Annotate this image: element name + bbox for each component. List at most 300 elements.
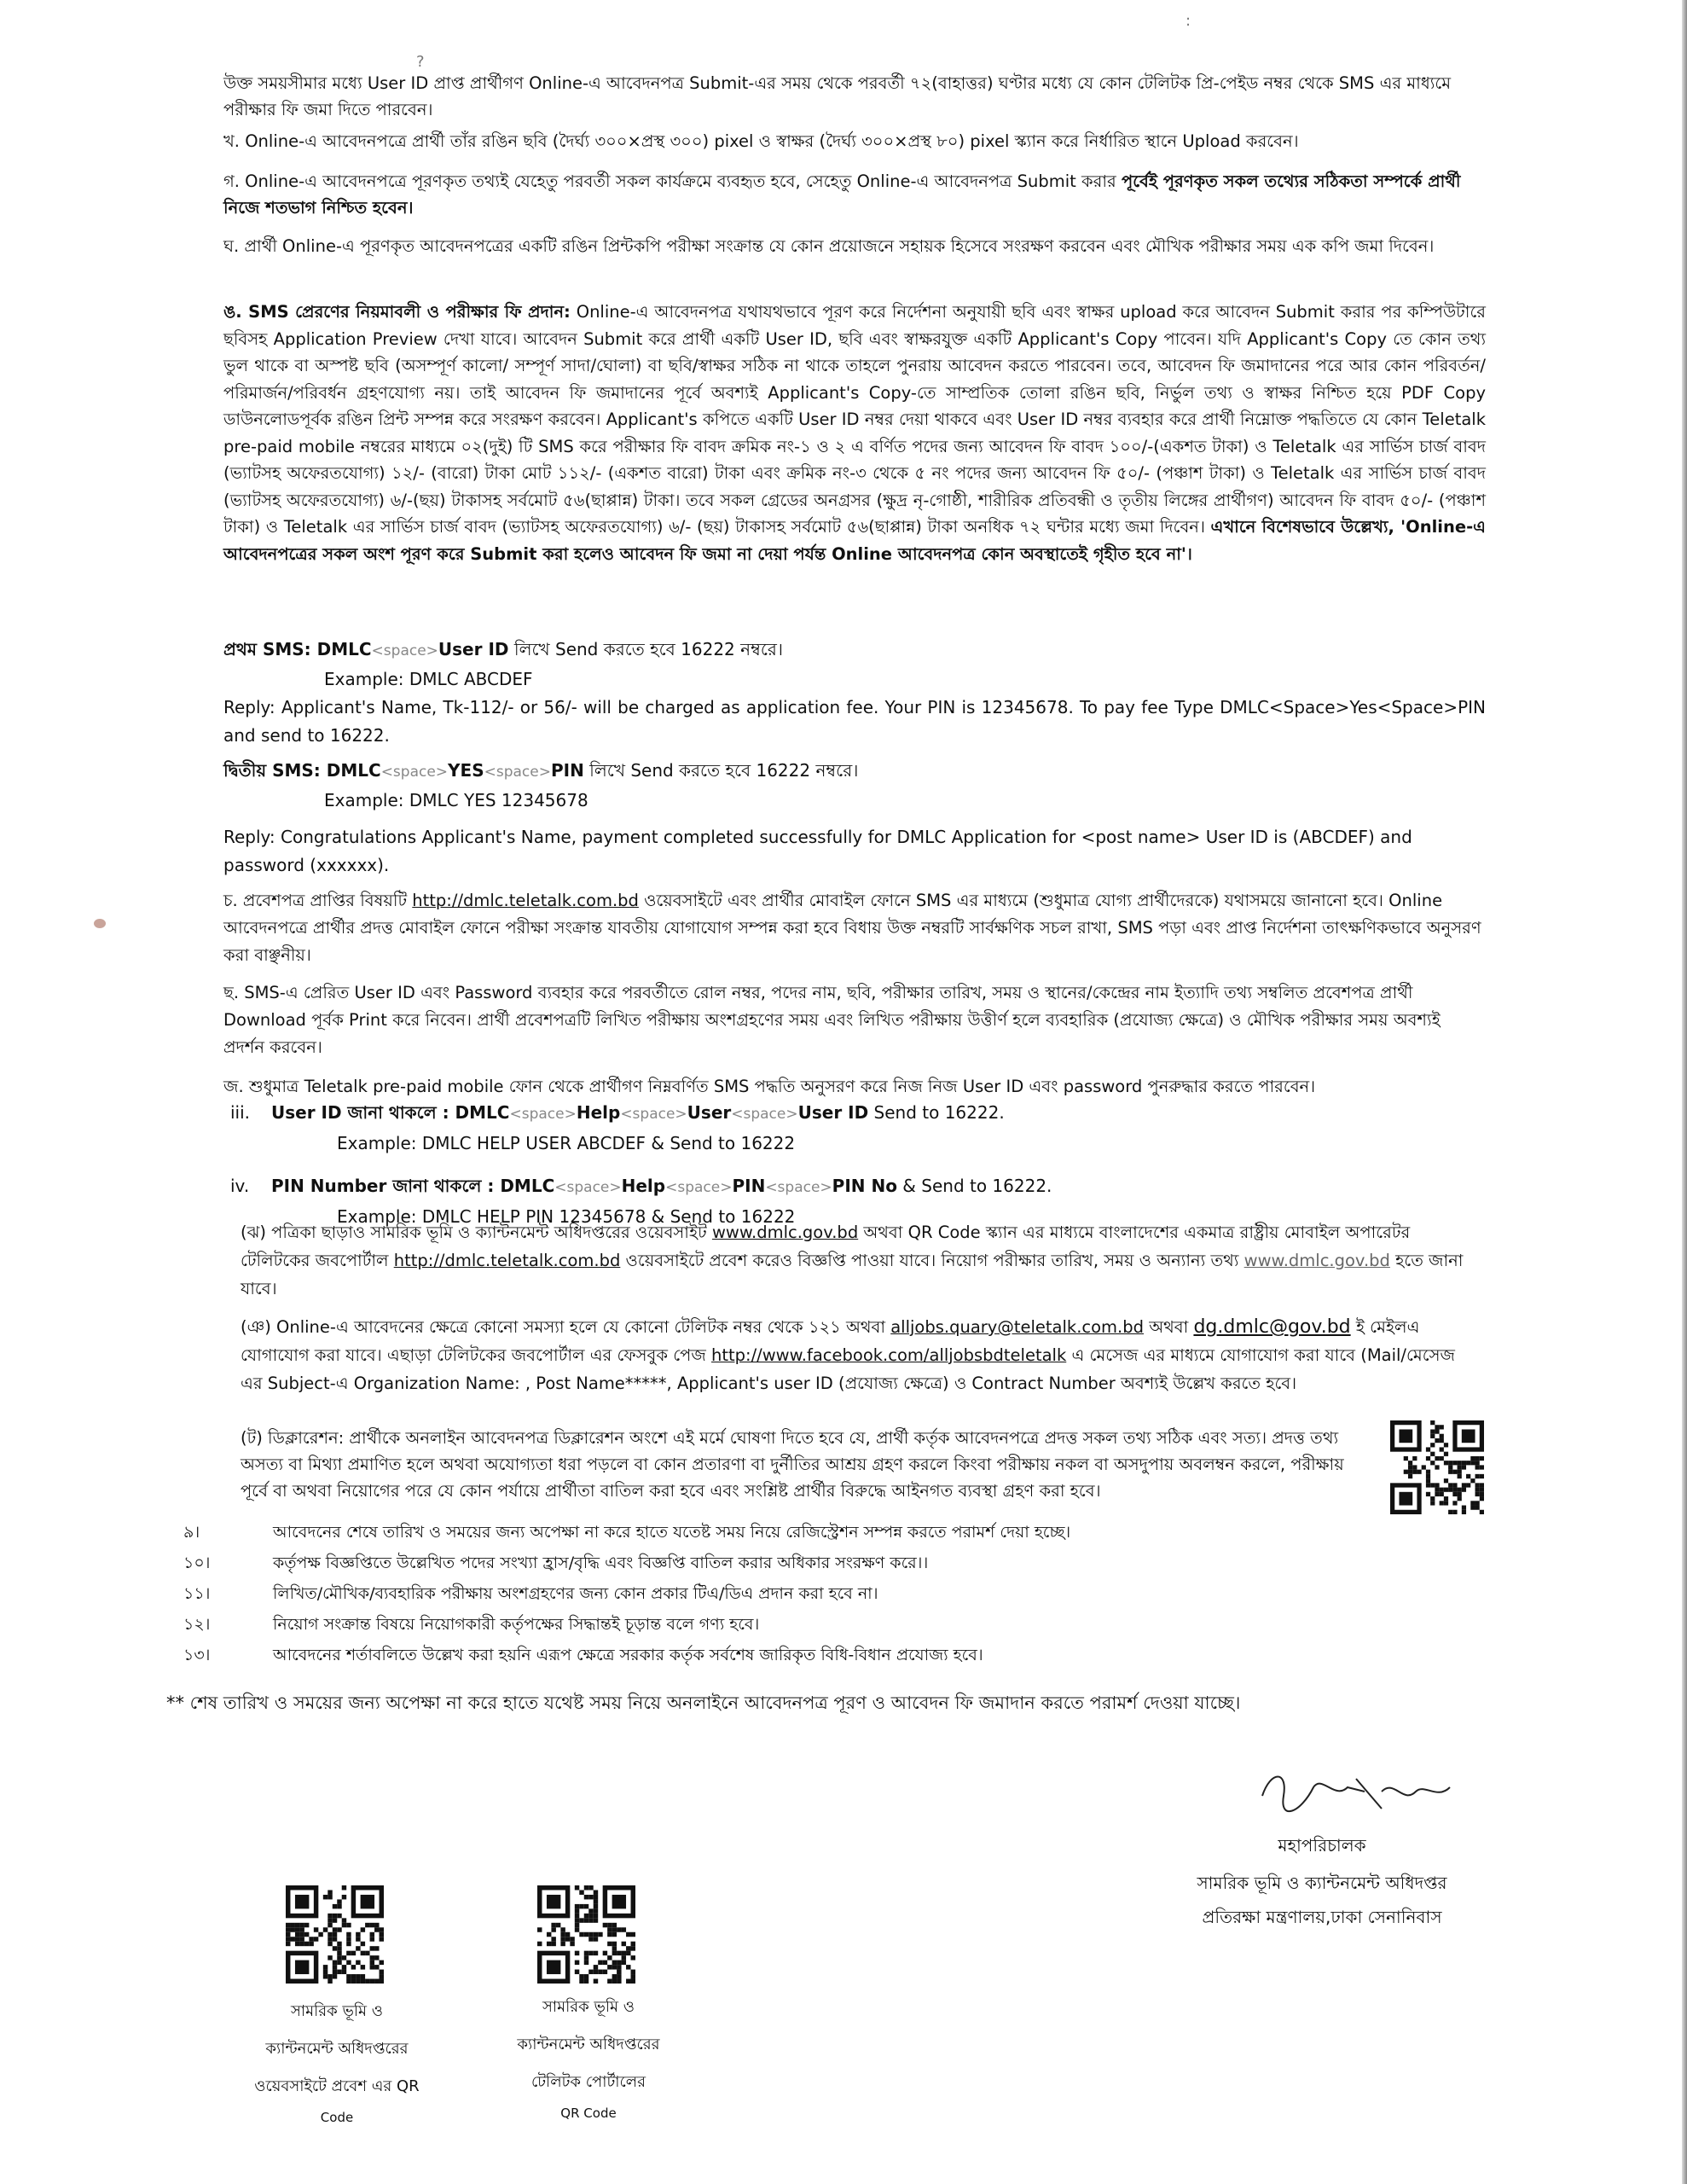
qr-module (361, 1942, 365, 1946)
item-nya-mid: অথবা (1144, 1317, 1194, 1337)
qr-module (328, 1932, 332, 1937)
recovery-iv (230, 1171, 1493, 1202)
qr-module (1435, 1456, 1439, 1461)
qr-module (299, 1942, 304, 1946)
qr-module (1458, 1465, 1462, 1469)
qr-module (594, 1965, 598, 1969)
qr-module (607, 1955, 612, 1960)
item-jha-tail: হতে জানা যাবে। (241, 1251, 1464, 1298)
qr-module (1475, 1456, 1480, 1461)
qr-module (328, 1923, 332, 1927)
qr-module (328, 1974, 332, 1978)
qr-module (594, 1918, 598, 1922)
qr-module (342, 1965, 346, 1969)
qr-module (551, 1923, 555, 1927)
qr-module (299, 1932, 304, 1937)
qr-module (351, 1974, 356, 1978)
sms1-label: প্রথম SMS: DMLC (223, 639, 372, 659)
qr-module (351, 1979, 356, 1984)
qr-module (1480, 1492, 1484, 1496)
facebook-link[interactable]: http://www.facebook.com/alljobsbdteletalk (711, 1345, 1067, 1365)
qr-module (1417, 1470, 1421, 1474)
qr-module (328, 1918, 332, 1922)
qr-module (612, 1965, 617, 1969)
qr-module (1458, 1496, 1462, 1501)
qr-module (1408, 1474, 1412, 1478)
qr-module (575, 1904, 579, 1908)
list-number: ৯। (183, 1523, 200, 1542)
dg-email-link[interactable]: dg.dmlc@gov.bd (1193, 1316, 1351, 1338)
qr-module (1430, 1501, 1435, 1505)
qr-module (370, 1979, 374, 1984)
qr-module (617, 1979, 621, 1984)
qr-module (337, 1951, 341, 1955)
qr-module (607, 1965, 612, 1969)
sms2-space: <space> (380, 764, 449, 781)
qr-module (380, 1974, 384, 1978)
qr-module (361, 1927, 365, 1931)
qr-module (361, 1979, 365, 1984)
qr-module (1458, 1488, 1462, 1492)
qr-module (1444, 1443, 1448, 1447)
item-ja: জ. শুধুমাত্র Teletalk pre-paid mobile ফোন থেকে প্রার্থীগণ নিম্নবর্ণিত SMS পদ্ধতি অনুসরণ করে নিজ নিজ User ID এবং password পুনরুদ্ধার করতে পারবেন। (223, 1077, 1316, 1096)
qr-module (1430, 1452, 1435, 1456)
qr-module (612, 1974, 617, 1978)
item-umo-bold: এখানে বিশেষভাবে উল্লেখ্য, 'Online-এ আবেদনপত্রের সকল অংশ পূরণ করে Submit করা হলেও আবেদন ফি জমা না দেয়া পর্যন্ত Online আবেদনপত্র কোন অবস্থাতেই গৃহীত হবে না'। (223, 517, 1486, 564)
stray-mark: ? (416, 53, 425, 71)
qr-module (365, 1923, 369, 1927)
item-nya-prefix: (ঞ) Online-এ আবেদনের ক্ষেত্রে কোনো সমস্যা হলে যে কোনো টেলিটক নম্বর থেকে ১২১ অথবা (241, 1317, 891, 1337)
qr-module (337, 1960, 341, 1965)
qr-module (1440, 1425, 1444, 1429)
qr-module (1440, 1434, 1444, 1438)
qr-module (607, 1932, 612, 1937)
qr-module (1430, 1443, 1435, 1447)
qr-module (365, 1979, 369, 1984)
qr-module (1452, 1492, 1457, 1496)
qr-module (1440, 1501, 1444, 1505)
qr-module (328, 1955, 332, 1960)
item-jha-prefix: (ঝ) পত্রিকা ছাড়াও সামরিক ভূমি ও ক্যান্টনমেন্ট অধিদপ্তরের ওয়েবসাইট (241, 1223, 712, 1242)
qr-caption-line: সামরিক ভূমি ও (291, 2002, 383, 2020)
qr-module (1475, 1506, 1480, 1510)
item-cha (223, 887, 1486, 969)
qr-module (626, 1946, 630, 1950)
qr-module (598, 1932, 602, 1937)
qr-module (1466, 1483, 1470, 1487)
qr-module (370, 1923, 374, 1927)
qr-module (612, 1960, 617, 1965)
list-item (183, 1640, 1463, 1670)
qr-module (1430, 1483, 1435, 1487)
qr-module (346, 1960, 351, 1965)
qr-module (374, 1979, 379, 1984)
qr-module (1458, 1474, 1462, 1478)
qr-module (333, 1937, 337, 1941)
qr-module (1475, 1492, 1480, 1496)
qr-module (1475, 1488, 1480, 1492)
list-number: ১১। (183, 1584, 211, 1603)
qr-module (1448, 1488, 1452, 1492)
qr-module (337, 1942, 341, 1946)
qr-module (631, 1955, 635, 1960)
qr-caption-website (213, 1996, 461, 2133)
qr-module (1448, 1461, 1452, 1465)
qr-module (374, 1923, 379, 1927)
qr-module (337, 1955, 341, 1960)
iv-space: <space> (765, 1179, 832, 1196)
qr-module (333, 1918, 337, 1922)
qr-module (1444, 1488, 1448, 1492)
qr-module (1452, 1470, 1457, 1474)
qr-module (299, 1923, 304, 1927)
signature-block (1143, 1770, 1501, 1932)
recovery-iii (230, 1098, 1493, 1129)
qr-module (286, 1927, 290, 1931)
list-item (183, 1609, 1463, 1640)
qr-module (1430, 1496, 1435, 1501)
qr-finder (1462, 1429, 1475, 1443)
qr-module (617, 1970, 621, 1974)
qr-module (631, 1932, 635, 1937)
iv-space: <space> (554, 1179, 622, 1196)
qr-module (579, 1904, 583, 1908)
qr-module (547, 1942, 551, 1946)
qr-module (1448, 1483, 1452, 1487)
qr-module (333, 1904, 337, 1908)
qr-module (1426, 1456, 1430, 1461)
qr-module (1444, 1501, 1448, 1505)
stray-mark: : (1186, 12, 1191, 30)
qr-module (617, 1951, 621, 1955)
list-text: আবেদনের শেষে তারিখ ও সময়ের জন্য অপেক্ষা না করে হাতে যতেষ্ট সময় নিয়ে রেজিস্ট্রেশন সম্পন্ন করতে পরামর্শ দেয়া হচ্ছে। (273, 1523, 1071, 1542)
qr-module (594, 1895, 598, 1899)
qr-module (1452, 1510, 1457, 1514)
sms2-space: <space> (484, 764, 551, 781)
qr-module (1426, 1483, 1430, 1487)
qr-module (1404, 1456, 1408, 1461)
qr-module (290, 1923, 294, 1927)
qr-module (333, 1965, 337, 1969)
qr-module (1408, 1465, 1412, 1469)
qr-module (290, 1937, 294, 1941)
qr-caption-portal (465, 1992, 712, 2129)
qr-module (631, 1970, 635, 1974)
qr-module (607, 1923, 612, 1927)
qr-module (295, 1937, 299, 1941)
qr-module (342, 1918, 346, 1922)
qr-module (631, 1974, 635, 1978)
qr-finder (547, 1895, 560, 1908)
sms1-userid: User ID (438, 639, 509, 659)
recovery-section (230, 1098, 1493, 1231)
qr-module (1435, 1429, 1439, 1433)
iv-space: <space> (665, 1179, 733, 1196)
qr-module (631, 1946, 635, 1950)
qr-module (579, 1918, 583, 1922)
qr-module (323, 1970, 328, 1974)
qr-module (575, 1970, 579, 1974)
qr-module (1408, 1470, 1412, 1474)
teletalk-link[interactable]: http://dmlc.teletalk.com.bd (412, 891, 639, 910)
qr-module (622, 1942, 626, 1946)
iv-label: PIN Number জানা থাকলে : DMLC (271, 1176, 555, 1196)
qr-module (588, 1970, 593, 1974)
qr-module (594, 1937, 598, 1941)
qr-module (361, 1951, 365, 1955)
qr-module (346, 1923, 351, 1927)
qr-caption-line: ক্যান্টনমেন্ট অধিদপ্তরের (265, 2040, 409, 2058)
qr-module (594, 1951, 598, 1955)
qr-module (1452, 1483, 1457, 1487)
qr-module (603, 1960, 607, 1965)
qr-module (626, 1932, 630, 1937)
qr-module (346, 1979, 351, 1984)
qr-caption-line: টেলিটক পোর্টালের (530, 2073, 646, 2091)
qr-module (299, 1937, 304, 1941)
iv-pinno: PIN No (832, 1176, 897, 1196)
qr-module (351, 1965, 356, 1969)
qr-module (1458, 1470, 1462, 1474)
qr-module (575, 1960, 579, 1965)
qr-module (370, 1932, 374, 1937)
dmlc-website-link-2[interactable]: www.dmlc.gov.bd (1244, 1251, 1390, 1270)
qr-finder (1399, 1492, 1412, 1506)
item-kha: খ. Online-এ আবেদনপত্রে প্রার্থী তাঁর রঙিন ছবি (দৈর্ঘ্য ৩০০×প্রস্থ ৩০০) pixel ও স্বাক্ষর (দৈর্ঘ্য ৩০০×প্রস্থ ৮০) pixel স্ক্যান করে নির্ধারিত স্থানে Upload করবেন। (223, 131, 1299, 151)
qr-module (584, 1960, 588, 1965)
qr-module (1412, 1465, 1417, 1469)
qr-module (622, 1960, 626, 1965)
qr-module (370, 1960, 374, 1965)
qr-module (631, 1979, 635, 1984)
qr-module (570, 1942, 574, 1946)
teletalk-portal-link[interactable]: http://dmlc.teletalk.com.bd (393, 1251, 621, 1270)
qr-module (346, 1932, 351, 1937)
qr-module (380, 1937, 384, 1941)
qr-module (1430, 1429, 1435, 1433)
sms1-line (223, 636, 1486, 665)
iv-num: iv. (230, 1176, 250, 1196)
qr-module (1426, 1478, 1430, 1483)
qr-module (346, 1942, 351, 1946)
qr-module (588, 1918, 593, 1922)
qr-module (333, 1914, 337, 1918)
qr-module (565, 1932, 570, 1937)
iv-pin: PIN (732, 1176, 766, 1196)
qr-module (612, 1932, 617, 1937)
qr-module (295, 1927, 299, 1931)
sms2-label: দ্বিতীয় SMS: DMLC (223, 760, 381, 781)
sms2-line (223, 757, 1486, 787)
qr-module (1475, 1465, 1480, 1469)
qr-module (1440, 1447, 1444, 1451)
qr-module (328, 1914, 332, 1918)
signatory-org: সামরিক ভূমি ও ক্যান্টনমেন্ট অধিদপ্তর (1197, 1873, 1447, 1893)
item-ta-text: (ট) ডিক্লারেশন: প্রার্থীকে অনলাইন আবেদনপত্র ডিক্লারেশন অংশে এই মর্মে ঘোষণা দিতে হবে যে, প্রার্থী কর্তৃক আবেদনপত্রে প্রদত্ত সকল তথ্য সঠিক এবং সত্য। প্রদত্ত তথ্য অসত্য বা মিথ্যা প্রমাণিত হলে অথবা অযোগ্যতা ধরা পড়লে বা কোন প্রতারণা বা দুর্নীতির আশ্রয় গ্রহণ করলে কিংবা পরীক্ষায় নকল বা অসদুপায় অবলম্বন করলে, পরীক্ষায় পূর্বে বা অথবা নিয়োগের পরে যে কোন পর্যায়ে প্রার্থীতা বাতিল করা হবে এবং সংশ্লিষ্ট প্রার্থীর বিরুদ্ধে আইনগত ব্যবস্থা গ্রহণ করা হবে। (241, 1428, 1344, 1501)
iii-space: <space> (731, 1106, 798, 1123)
qr-module (1448, 1510, 1452, 1514)
qr-module (314, 1937, 318, 1941)
item-cha-text: ওয়েবসাইটে এবং প্রার্থীর মোবাইল ফোনে SMS এর মাধ্যমে (শুধুমাত্র যোগ্য প্রার্থীদেরকে) যথাসময়ে জানানো হবে। Online আবেদনপত্রে প্রার্থীর প্রদত্ত মোবাইল ফোনে পরীক্ষা সংক্রান্ত যাবতীয় যোগাযোগ সম্পন্ন করা হবে বিধায় উক্ত নম্বরটি সার্বক্ষণিক সচল রাখা, SMS পড়া এবং প্রাপ্ত নির্দেশনা তাৎক্ষণিকভাবে অনুসরণ করা বাঞ্ছনীয়। (223, 891, 1481, 965)
qr-module (584, 1895, 588, 1899)
qr-module (304, 1932, 309, 1937)
qr-module (565, 1937, 570, 1941)
qr-module (323, 1895, 328, 1899)
qr-module (1475, 1483, 1480, 1487)
qr-module (607, 1942, 612, 1946)
scan-edge (1682, 0, 1687, 2184)
qr-module (1444, 1452, 1448, 1456)
qr-pattern (537, 1885, 635, 1984)
item-umo (223, 299, 1486, 567)
qr-module (1444, 1461, 1448, 1465)
iv-example: Example: DMLC HELP PIN 12345678 & Send to 16222 (337, 1206, 796, 1227)
qr-module (1470, 1478, 1475, 1483)
qr-module (1440, 1438, 1444, 1443)
qr-module (1462, 1488, 1466, 1492)
qr-module (374, 1965, 379, 1969)
qr-module (337, 1927, 341, 1931)
sms2-yes: YES (448, 760, 484, 781)
qr-module (1435, 1488, 1439, 1492)
qr-module (1444, 1496, 1448, 1501)
item-nya (241, 1313, 1469, 1397)
intro-paragraph: উক্ত সময়সীমার মধ্যে User ID প্রাপ্ত প্রার্থীগণ Online-এ আবেদনপত্র Submit-এর সময় থেকে পরবর্তী ৭২(বাহাত্তর) ঘণ্টার মধ্যে যে কোন টেলিটক প্রি-পেইড নম্বর থেকে SMS এর মাধ্যমে পরীক্ষার ফি জমা দিতে পারবেন। (223, 73, 1452, 119)
qr-module (594, 1890, 598, 1894)
qr-module (617, 1974, 621, 1978)
item-ga (223, 168, 1486, 221)
qr-finder (612, 1895, 626, 1908)
list-text: নিয়োগ সংক্রান্ত বিষয়ে নিয়োগকারী কর্তৃপক্ষের সিদ্ধান্তই চূড়ান্ত বলে গণ্য হবে। (273, 1615, 760, 1634)
qr-module (1462, 1483, 1466, 1487)
item-ga-text: গ. Online-এ আবেদনপত্রে পূরণকৃত তথ্যই যেহেতু পরবর্তী সকল কার্যক্রমে ব্যবহৃত হবে, সেহেতু Online-এ আবেদনপত্র Submit করার (223, 171, 1122, 191)
qr-module (626, 1965, 630, 1969)
qr-module (1412, 1470, 1417, 1474)
qr-module (351, 1951, 356, 1955)
qr-module (1475, 1474, 1480, 1478)
qr-module (1480, 1456, 1484, 1461)
dmlc-website-link[interactable]: www.dmlc.gov.bd (711, 1223, 859, 1242)
qr-module (370, 1937, 374, 1941)
qr-module (323, 1974, 328, 1978)
sms2-pin: PIN (550, 760, 584, 781)
qr-module (1462, 1506, 1466, 1510)
qr-caption-line: Code (320, 2110, 354, 2125)
qr-module (612, 1927, 617, 1931)
qr-module (607, 1927, 612, 1931)
sms1-example: Example: DMLC ABCDEF (324, 669, 533, 689)
qr-module (1430, 1434, 1435, 1438)
qr-module (1480, 1510, 1484, 1514)
qr-module (380, 1979, 384, 1984)
qr-module (337, 1970, 341, 1974)
alljobs-email-link[interactable]: alljobs.quary@teletalk.com.bd (890, 1317, 1145, 1337)
iii-space: <space> (509, 1106, 577, 1123)
qr-pattern (286, 1885, 384, 1984)
iii-userid: User ID (797, 1102, 869, 1123)
qr-module (626, 1979, 630, 1984)
qr-module (598, 1970, 602, 1974)
qr-module (1480, 1496, 1484, 1501)
qr-module (560, 1927, 565, 1931)
qr-module (333, 1970, 337, 1974)
item-ga-bold: পূর্বেই পূরণকৃত সকল তথ্যের সঠিকতা সম্পর্কে প্রার্থী নিজে শতভাগ নিশ্চিত হবেন। (223, 171, 1461, 218)
qr-module (328, 1979, 332, 1984)
qr-module (584, 1918, 588, 1922)
qr-module (579, 1979, 583, 1984)
qr-module (337, 1899, 341, 1903)
qr-module (342, 1955, 346, 1960)
qr-module (356, 1937, 360, 1941)
iii-user: User (687, 1102, 732, 1123)
qr-module (594, 1970, 598, 1974)
qr-module (1452, 1461, 1457, 1465)
qr-module (551, 1942, 555, 1946)
qr-module (617, 1965, 621, 1969)
qr-module (607, 1979, 612, 1984)
qr-module (333, 1960, 337, 1965)
iii-help: Help (576, 1102, 621, 1123)
qr-module (1462, 1510, 1466, 1514)
qr-module (295, 1923, 299, 1927)
qr-module (575, 1918, 579, 1922)
qr-caption-line: ক্যান্টনমেন্ট অধিদপ্তরের (517, 2036, 660, 2053)
qr-module (560, 1932, 565, 1937)
qr-module (1435, 1425, 1439, 1429)
qr-module (594, 1979, 598, 1984)
qr-module (575, 1908, 579, 1913)
qr-module (617, 1927, 621, 1931)
list-item (183, 1578, 1463, 1609)
qr-module (328, 1942, 332, 1946)
qr-module (309, 1942, 313, 1946)
qr-module (603, 1951, 607, 1955)
qr-module (584, 1979, 588, 1984)
list-text: লিখিত/মৌখিক/ব্যবহারিক পরীক্ষায় অংশগ্রহণের জন্য কোন প্রকার টিএ/ডিএ প্রদান করা হবে না। (273, 1584, 878, 1603)
iii-space: <space> (620, 1106, 687, 1123)
list-number: ১২। (183, 1615, 211, 1634)
qr-module (318, 1932, 322, 1937)
qr-finder (361, 1895, 374, 1908)
signatory-ministry: প্রতিরক্ষা মন্ত্রণালয়,ঢাকা সেনানিবাস (1202, 1907, 1442, 1927)
qr-module (579, 1974, 583, 1978)
qr-module (370, 1955, 374, 1960)
qr-module (356, 1946, 360, 1950)
item-jha-mid: অথবা QR Code স্ক্যান এর মাধ্যমে বাংলাদেশের একমাত্র রাষ্ট্রীয় মোবাইল অপারেটর টেলিটকের জবপোর্টাল (241, 1223, 1411, 1270)
qr-module (346, 1937, 351, 1941)
qr-module (1466, 1461, 1470, 1465)
qr-module (342, 1923, 346, 1927)
qr-module (1430, 1461, 1435, 1465)
qr-module (356, 1960, 360, 1965)
qr-module (579, 1890, 583, 1894)
qr-pattern (1390, 1420, 1484, 1514)
qr-module (1408, 1461, 1412, 1465)
qr-module (323, 1927, 328, 1931)
qr-finder (295, 1960, 309, 1974)
qr-finder (547, 1960, 560, 1974)
qr-module (588, 1885, 593, 1890)
item-jha (241, 1218, 1469, 1303)
qr-module (328, 1937, 332, 1941)
qr-module (622, 1927, 626, 1931)
items-jha-nya (241, 1218, 1469, 1397)
qr-module (1458, 1461, 1462, 1465)
qr-module (337, 1946, 341, 1950)
qr-module (575, 1914, 579, 1918)
qr-module (346, 1974, 351, 1978)
qr-finder (295, 1895, 309, 1908)
